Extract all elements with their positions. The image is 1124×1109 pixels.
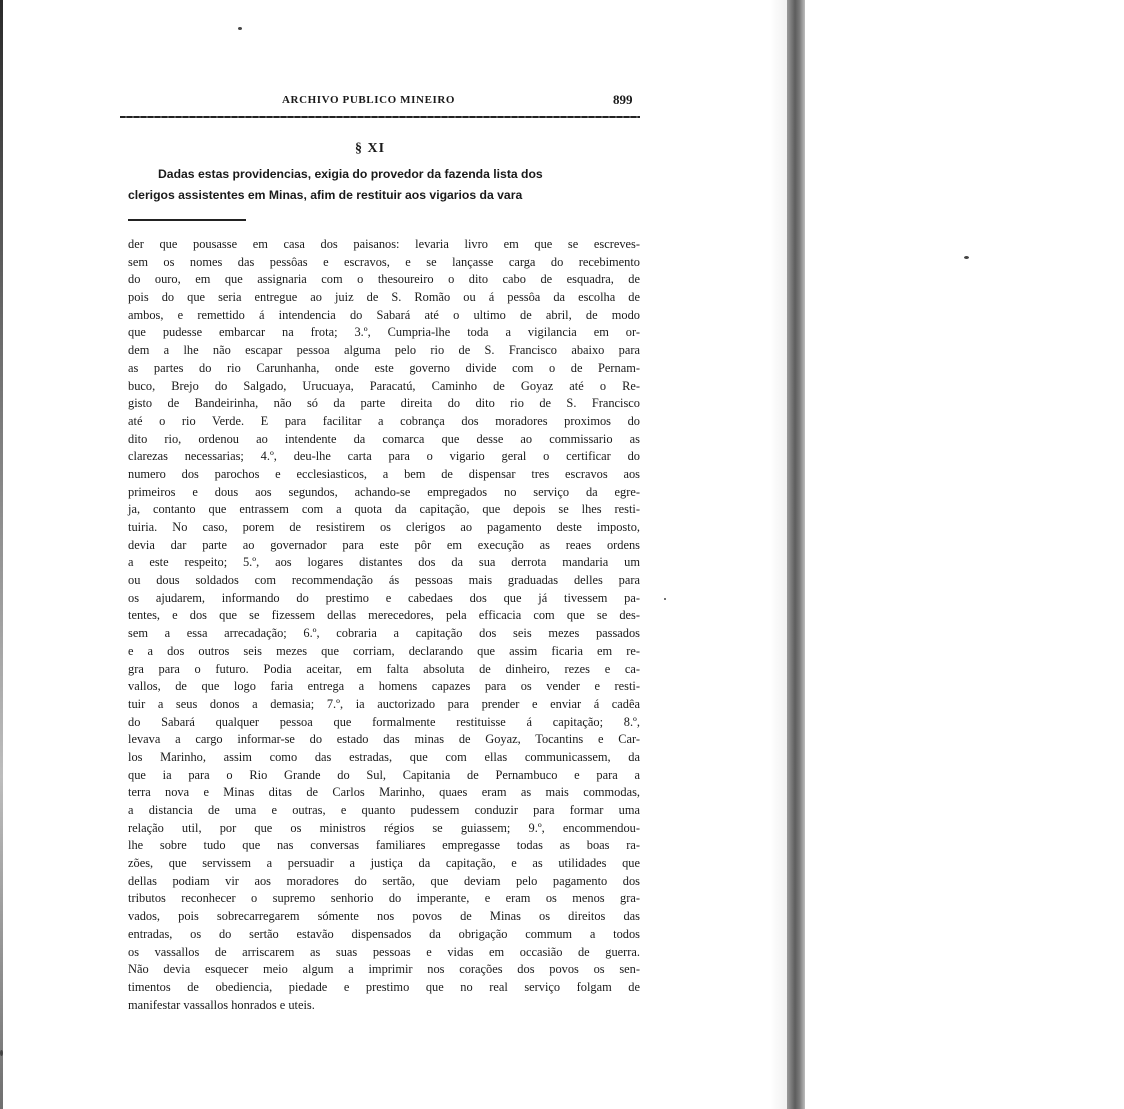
section-summary	[128, 164, 640, 206]
text-line: vados, pois sobrecarregarem sómente nos povos de Minas os direitos das	[128, 909, 640, 924]
speck	[664, 598, 666, 600]
section-title: § XI	[354, 141, 386, 156]
text-line: clarezas necessarias; 4.º, deu-lhe carta para o vigario geral o certificar do	[128, 449, 640, 464]
text-line: a distancia de uma e outras, e quanto pudessem conduzir para formar uma	[128, 803, 640, 817]
text-line: lhe sobre tudo que nas conversas familiares empregasse todas as boas ra-	[128, 838, 640, 853]
text-line: do ouro, em que assignaria com o thesoureiro o dito cabo de esquadra, de	[128, 272, 640, 287]
text-line: tuiria. No caso, porem de resistirem os clerigos ao pagamento deste imposto,	[128, 520, 640, 534]
summary-line: Dadas estas providencias, exigia do provedor da fazenda lista dos	[158, 167, 543, 181]
text-line: pois do que seria entregue ao juiz de S. Romão ou á pessôa da escolha de	[128, 290, 640, 305]
text-line: os ajudarem, informando do prestimo e cabedaes dos que já tivessem pa-	[128, 590, 640, 605]
text-line: tributos reconhecer o supremo senhorio do imperante, e eram os menos gra-	[128, 891, 640, 906]
running-title: ARCHIVO PUBLICO MINEIRO	[282, 94, 456, 106]
text-line: que ia para o Rio Grande do Sul, Capitania de Pernambuco e para a	[128, 767, 640, 782]
separator-rule	[128, 219, 246, 221]
speck	[0, 1050, 3, 1056]
scan-edge-left	[0, 0, 3, 1109]
body-text	[128, 236, 640, 1014]
text-line: der que pousasse em casa dos paisanos: levaria livro em que se escreves-	[128, 237, 640, 251]
text-line: a este respeito; 5.º, aos logares distantes dos da sua derrota mandaria um	[128, 555, 640, 570]
text-line: as partes do rio Carunhanha, onde este governo divide com o de Pernam-	[128, 360, 640, 375]
text-line: sem a essa arrecadação; 6.º, cobraria a capitação dos seis mezes passados	[128, 626, 640, 641]
text-line: timentos de obediencia, piedade e prestimo que no real serviço folgam de	[128, 979, 640, 994]
text-line: sem os nomes das pessôas e escravos, e se lançasse carga do recebimento	[128, 254, 640, 269]
book-spine	[787, 0, 805, 1109]
text-line: dem a lhe não escapar pessoa alguma pelo rio de S. Francisco abaixo para	[128, 343, 640, 358]
text-line: terra nova e Minas ditas de Carlos Marinho, quaes eram as mais commodas,	[128, 785, 640, 800]
text-line: dellas podiam vir aos moradores do sertão, que deviam pelo pagamento dos	[128, 873, 640, 888]
text-line: levava a cargo informar-se do estado das minas de Goyaz, Tocantins e Car-	[128, 732, 640, 747]
text-line: ambos, e remettido á intendencia do Sabará até o ultimo de abril, de modo	[128, 307, 640, 322]
text-line: os vassallos de arriscarem as suas pessoas e vidas em occasião de guerra.	[128, 944, 640, 959]
text-line: los Marinho, assim como das estradas, que com ellas communicassem, da	[128, 749, 640, 764]
text-line: zões, que servissem a persuadir a justiça da capitação, e as utilidades que	[128, 856, 640, 871]
binding-shadow	[770, 0, 787, 1109]
text-line: gra para o futuro. Podia aceitar, em falta absoluta de dinheiro, rezes e ca-	[128, 661, 640, 676]
text-line: devia dar parte ao governador para este pôr em execução as reaes ordens	[128, 537, 640, 552]
text-line: vallos, de que logo faria entrega a homens capazes para os vender e resti-	[128, 679, 640, 694]
text-line: até o rio Verde. E para facilitar a cobrança dos moradores proximos do	[128, 413, 640, 428]
running-head	[120, 90, 640, 114]
text-line: ou dous soldados com recommendação ás pessoas mais graduadas delles para	[128, 573, 640, 588]
text-line: gisto de Bandeirinha, não só da parte direita do dito rio de S. Francisco	[128, 396, 640, 411]
text-line: entradas, os do sertão estavão dispensados da obrigação commum a todos	[128, 926, 640, 941]
text-line: e a dos outros seis mezes que corriam, declarando que assim ficaria em re-	[128, 643, 640, 658]
text-line: buco, Brejo do Salgado, Urucuaya, Paracatú, Caminho de Goyaz até o Re-	[128, 378, 640, 393]
header-rule	[120, 116, 640, 118]
summary-line: clerigos assistentes em Minas, afim de restituir aos vigarios da vara	[128, 188, 523, 202]
text-line: primeiros e dous aos segundos, achando-se empregados no serviço da egre-	[128, 484, 640, 499]
text-line: dito rio, ordenou ao intendente da comarca que desse ao commissario as	[128, 431, 640, 446]
text-line: tentes, e dos que se fizessem dellas merecedores, pela efficacia com que se des-	[128, 608, 640, 623]
text-line: que pudesse embarcar na frota; 3.º, Cumpria-lhe toda a vigilancia em or-	[128, 325, 640, 340]
text-line: Não devia esquecer meio algum a imprimir nos corações dos povos os sen-	[128, 962, 640, 977]
text-line: numero dos parochos e ecclesiasticos, a bem de dispensar tres escravos aos	[128, 466, 640, 481]
text-line: do Sabará qualquer pessoa que formalmente restituisse á capitação; 8.º,	[128, 714, 640, 729]
text-line: manifestar vassallos honrados e uteis.	[128, 997, 315, 1012]
text-line: tuir a seus donos a demasia; 7.º, ia auctorizado para prender e enviar á cadêa	[128, 696, 640, 711]
text-line: relação util, por que os ministros régios se guiassem; 9.º, encommendou-	[128, 820, 640, 835]
book-page	[120, 0, 640, 1109]
speck	[964, 256, 969, 259]
text-line: ja, contanto que entrassem com a quota da capitação, que depois se lhes resti-	[128, 502, 640, 517]
page-number: 899	[613, 92, 633, 107]
